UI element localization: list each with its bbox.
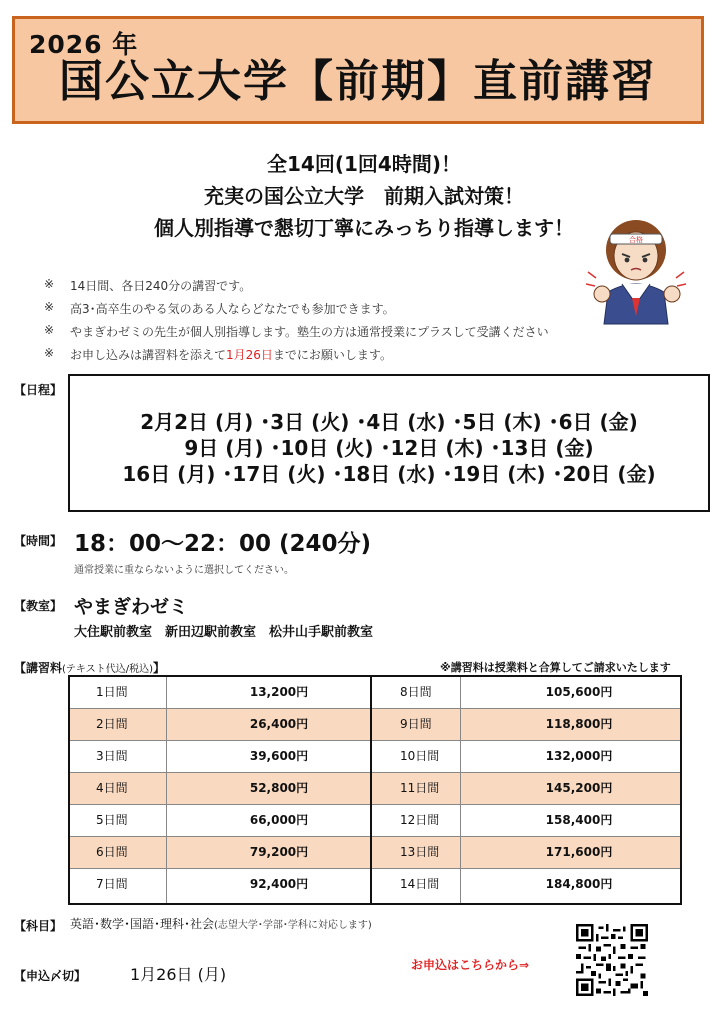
fee-table (68, 675, 682, 905)
price-cell: 26,400円 (249, 717, 309, 731)
price-cell: 39,600円 (249, 749, 309, 763)
days-cell: 1日間 (96, 685, 128, 699)
table-row (70, 677, 680, 709)
intro-line-2: 充実の国公立大学 前期入試対策！ (204, 184, 524, 208)
column-divider (166, 677, 167, 903)
table-row (70, 709, 680, 741)
fees-label-small: (テキスト代込/税込) (62, 664, 153, 675)
fees-label-end: 】 (153, 661, 166, 675)
table-row (70, 805, 680, 837)
price-cell: 158,400円 (545, 813, 613, 827)
days-cell: 10日間 (400, 749, 440, 763)
price-cell: 66,000円 (249, 813, 309, 827)
time-label: 【時間】 (14, 534, 63, 548)
days-cell: 11日間 (400, 781, 440, 795)
column-divider (460, 677, 461, 903)
note-text: お申し込みは講習料を添えて (70, 348, 227, 362)
price-cell: 79,200円 (249, 845, 309, 859)
price-cell: 184,800円 (545, 877, 613, 891)
table-row (70, 869, 680, 901)
fees-note: ※講習料は授業料と合算してご請求いたします (440, 661, 671, 674)
classroom-label: 【教室】 (14, 599, 63, 613)
fees-label-text: 【講習料 (14, 661, 63, 675)
days-cell: 2日間 (96, 717, 128, 731)
days-cell: 7日間 (96, 877, 128, 891)
note-mark: ※ (44, 323, 55, 337)
page-title: 国公立大学【前期】直前講習 (59, 56, 657, 107)
days-cell: 9日間 (400, 717, 432, 731)
price-cell: 118,800円 (545, 717, 613, 731)
column-divider (370, 677, 372, 903)
note-item: 14日間、各日240分の講習です。 (70, 279, 252, 293)
price-cell: 52,800円 (249, 781, 309, 795)
note-item (70, 346, 392, 363)
days-cell: 3日間 (96, 749, 128, 763)
days-cell: 14日間 (400, 877, 440, 891)
time-note: 通常授業に重ならないように選択してください。 (74, 565, 294, 576)
table-row (70, 773, 680, 805)
schedule-label: 【日程】 (14, 383, 63, 397)
intro-line-1: 全14回(1回4時間)！ (267, 152, 461, 176)
note-mark: ※ (44, 346, 55, 360)
note-item: 高3･高卒生のやる気のある人ならどなたでも参加できます。 (70, 302, 395, 316)
time-value: 18：00～22：00 (240分) (74, 531, 372, 557)
header-banner (12, 16, 704, 124)
days-cell: 6日間 (96, 845, 128, 859)
days-cell: 5日間 (96, 813, 128, 827)
deadline-label: 【申込〆切】 (14, 969, 87, 983)
price-cell: 171,600円 (545, 845, 613, 859)
schedule-line: 16日 (月) ･17日 (火) ･18日 (水) ･19日 (木) ･20日 (金) (122, 462, 656, 486)
schedule-line: 2月2日 (月) ･3日 (火) ･4日 (水) ･5日 (木) ･6日 (金) (140, 410, 638, 434)
price-cell: 105,600円 (545, 685, 613, 699)
student-mascot-illustration (586, 212, 694, 328)
note-text: までにお願いします。 (272, 348, 392, 362)
note-mark: ※ (44, 300, 55, 314)
year-label: 2026 年 (29, 30, 139, 59)
price-cell: 13,200円 (249, 685, 309, 699)
subjects-note: (志望大学･学部･学科に対応します) (214, 920, 372, 931)
subjects-list: 英語･数学･国語･理科･社会 (70, 917, 215, 931)
price-cell: 132,000円 (545, 749, 613, 763)
days-cell: 12日間 (400, 813, 440, 827)
price-cell: 92,400円 (249, 877, 309, 891)
qr-code-icon[interactable] (576, 924, 648, 996)
schedule-box (68, 374, 710, 512)
deadline-value: 1月26日 (月) (130, 965, 227, 984)
days-cell: 4日間 (96, 781, 128, 795)
days-cell: 13日間 (400, 845, 440, 859)
school-name: やまぎわゼミ (74, 596, 189, 618)
intro-line-3: 個人別指導で懇切丁寧にみっちり指導します！ (154, 216, 574, 240)
fees-label (14, 659, 165, 676)
note-mark: ※ (44, 277, 55, 291)
branch-list: 大住駅前教室 新田辺駅前教室 松井山手駅前教室 (74, 625, 374, 640)
days-cell: 8日間 (400, 685, 432, 699)
subjects-value (70, 915, 372, 932)
apply-link-text: お申込はこちらから⇒ (411, 958, 530, 972)
headband-text: 合格 (629, 236, 643, 244)
schedule-line: 9日 (月) ･10日 (火) ･12日 (木) ･13日 (金) (184, 436, 594, 460)
note-item: やまぎわゼミの先生が個人別指導します。塾生の方は通常授業にプラスして受講ください (70, 325, 549, 339)
deadline-highlight: 1月26日 (226, 348, 273, 362)
table-row (70, 837, 680, 869)
price-cell: 145,200円 (545, 781, 613, 795)
subjects-label: 【科目】 (14, 919, 63, 933)
table-row (70, 741, 680, 773)
